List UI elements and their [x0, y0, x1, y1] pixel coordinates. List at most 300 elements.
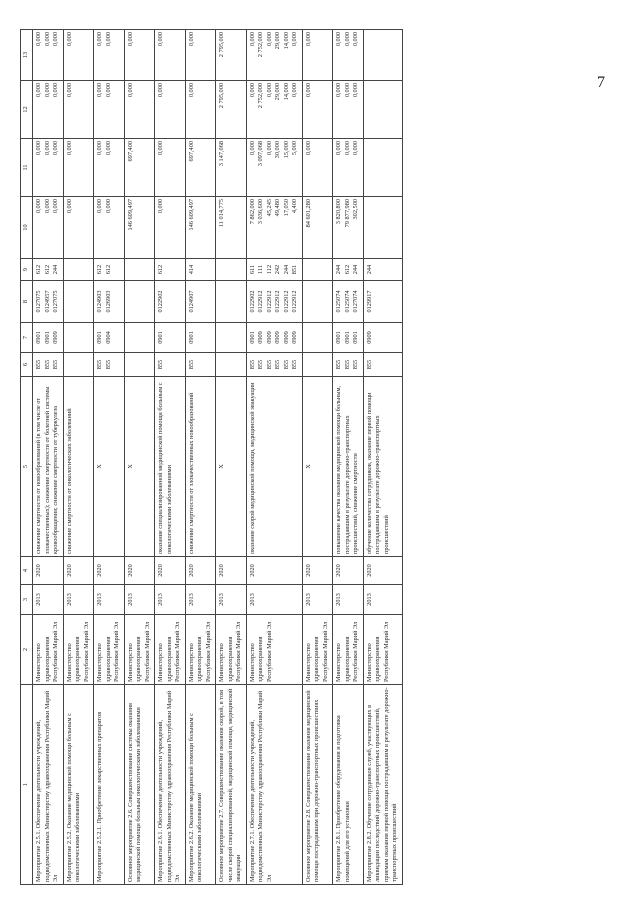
cell-value: 0,000 [335, 32, 342, 47]
cell-col-4: 2020 [363, 557, 402, 585]
cell-col-7 [363, 323, 402, 353]
cell-value: 0122912 [265, 290, 273, 313]
cell-value: 0122912 [274, 290, 281, 313]
cell-col-3: 2013 [246, 585, 302, 615]
cell-col-4: 2020 [63, 557, 94, 585]
cell-value: 855 [343, 359, 351, 370]
cell-col-4: 2020 [155, 557, 186, 585]
cell-value: 697,400 [126, 141, 134, 162]
cell-col-11 [185, 139, 216, 197]
cell-value: 0,000 [96, 83, 103, 98]
cell-col-13 [33, 30, 64, 81]
cell-value: 3 097,068 [257, 141, 264, 167]
cell-value: 79 877,980 [343, 199, 351, 228]
cell-value: 146 609,497 [187, 199, 195, 231]
cell-col-8 [33, 281, 64, 323]
cell-value: 851 [291, 264, 298, 275]
cell-col-7 [94, 323, 125, 353]
cell-col-5: X [124, 377, 155, 557]
cell-value: 0901 [35, 331, 42, 344]
cell-value: 855 [265, 359, 273, 370]
cell-col-6 [63, 353, 94, 377]
cell-col-6 [216, 353, 247, 377]
cell-value: 0,000 [35, 199, 42, 214]
column-header-1: 1 [21, 685, 33, 885]
cell-value: 0909 [265, 331, 273, 344]
cell-value: 0,000 [265, 141, 273, 156]
cell-value: 0,000 [352, 141, 359, 156]
cell-col-7 [155, 323, 186, 353]
cell-col-11 [124, 139, 155, 197]
cell-col-13 [155, 30, 186, 81]
cell-col-8 [363, 281, 402, 323]
table-row [33, 30, 64, 885]
cell-col-1: Основное мероприятие 2.7. Совершенствование оказания скорой, в том числе скорой специализированной, медицинской помощи, медицинской эвакуации [216, 685, 247, 885]
cell-value: 0901 [157, 331, 164, 344]
cell-col-10 [363, 197, 402, 259]
cell-col-10 [124, 197, 155, 259]
cell-value: 697,400 [187, 141, 195, 162]
cell-value: 14,000 [282, 83, 290, 101]
cell-value: 0124903 [96, 290, 103, 313]
column-header-10: 10 [21, 197, 33, 259]
cell-col-13 [94, 30, 125, 81]
cell-col-10 [216, 197, 247, 259]
column-header-5: 5 [21, 377, 33, 557]
cell-col-6 [124, 353, 155, 377]
cell-value: 146 609,497 [126, 199, 134, 231]
cell-col-8 [124, 281, 155, 323]
cell-value: 0122912 [282, 290, 290, 313]
cell-col-13 [124, 30, 155, 81]
cell-value: 0,000 [187, 83, 195, 98]
cell-value: 30,000 [274, 141, 281, 159]
cell-value: 855 [257, 359, 264, 370]
cell-value: 17,050 [282, 199, 290, 217]
cell-value: 612 [343, 264, 351, 275]
cell-value: 0,000 [52, 32, 59, 47]
cell-col-11 [302, 139, 333, 197]
cell-value: 855 [104, 359, 112, 370]
cell-value: 0,000 [343, 32, 351, 47]
cell-col-2: Министерство здравоохранения Республики Марий Эл [63, 615, 94, 685]
cell-value: 0,000 [352, 32, 359, 47]
cell-col-6 [363, 353, 402, 377]
cell-value: 244 [335, 264, 342, 275]
cell-value: 0,000 [43, 32, 51, 47]
cell-col-6 [185, 353, 216, 377]
cell-col-12 [63, 81, 94, 139]
cell-col-11 [94, 139, 125, 197]
cell-col-3: 2013 [94, 585, 125, 615]
cell-col-12 [302, 81, 333, 139]
cell-col-10 [94, 197, 125, 259]
cell-value: 855 [352, 359, 359, 370]
table-body [33, 30, 403, 885]
cell-col-4: 2020 [33, 557, 64, 585]
cell-col-2: Министерство здравоохранения Республики Марий Эл [124, 615, 155, 685]
cell-value: 0901 [248, 331, 256, 344]
cell-value: 29,000 [274, 83, 281, 101]
cell-col-5: X [302, 377, 333, 557]
cell-value: 2 795,000 [218, 83, 225, 109]
cell-value: 0,000 [65, 199, 73, 214]
cell-value: 7 862,000 [248, 199, 256, 225]
cell-col-8 [155, 281, 186, 323]
table-row [363, 30, 402, 885]
cell-col-9 [94, 259, 125, 281]
cell-value: 612 [96, 264, 103, 275]
cell-value: 5,000 [291, 141, 298, 156]
cell-value: 0,000 [65, 83, 73, 98]
cell-col-9 [33, 259, 64, 281]
cell-col-9 [246, 259, 302, 281]
column-number-row [21, 30, 33, 885]
cell-col-11 [246, 139, 302, 197]
cell-value: 0909 [291, 331, 298, 344]
cell-value: 0,000 [43, 199, 51, 214]
cell-value: 0129917 [365, 290, 373, 313]
cell-col-9 [124, 259, 155, 281]
cell-col-5: снижение смертности от новообразований (в том числе от злокачественных); снижение смертности от болезней системы кровообращения; снижение смертности от туберкулеза [33, 377, 64, 557]
cell-value: 0,000 [126, 32, 134, 47]
cell-value: 855 [157, 359, 164, 370]
cell-col-7 [302, 323, 333, 353]
cell-value: 855 [43, 359, 51, 370]
cell-value: 0,000 [157, 199, 164, 214]
cell-col-11 [333, 139, 364, 197]
cell-col-5: оказание специализированной медицинской помощи больным с онкологическими заболеваниями [155, 377, 186, 557]
cell-value: 612 [157, 264, 164, 275]
cell-col-3: 2013 [124, 585, 155, 615]
cell-col-4: 2020 [246, 557, 302, 585]
cell-value: 0901 [335, 331, 342, 344]
cell-value: 855 [248, 359, 256, 370]
cell-value: 0,000 [43, 83, 51, 98]
column-header-8: 8 [21, 281, 33, 323]
column-header-3: 3 [21, 585, 33, 615]
cell-value: 0,000 [52, 199, 59, 214]
cell-col-12 [33, 81, 64, 139]
cell-col-7 [216, 323, 247, 353]
cell-value: 0,000 [248, 141, 256, 156]
cell-value: 0,000 [248, 83, 256, 98]
cell-value: 29,000 [274, 32, 281, 50]
cell-col-13 [246, 30, 302, 81]
cell-col-9 [363, 259, 402, 281]
cell-col-13 [363, 30, 402, 81]
cell-col-2: Министерство здравоохранения Республики Марий Эл [363, 615, 402, 685]
cell-value: 0122912 [291, 290, 298, 313]
cell-col-9 [302, 259, 333, 281]
cell-value: 0122912 [257, 290, 264, 313]
cell-value: 0904 [104, 331, 112, 344]
cell-col-1: Мероприятие 2.6.2. Оказание медицинской помощи больным с онкологическими заболеваниями [185, 685, 216, 885]
cell-value: 0909 [282, 331, 290, 344]
cell-col-11 [363, 139, 402, 197]
cell-col-5: обучение количества сотрудников, оказание первой помощи пострадавшим в результате дорожно-транспортных происшествий [363, 377, 402, 557]
cell-col-8 [63, 281, 94, 323]
cell-value: 0,000 [52, 141, 59, 156]
cell-value: 0,000 [335, 141, 342, 156]
cell-value: 0,000 [304, 32, 312, 47]
cell-value: 0,000 [157, 83, 164, 98]
cell-col-11 [216, 139, 247, 197]
cell-value: 84 601,280 [304, 199, 312, 228]
cell-col-1: Мероприятие 2.8.2. Обучение сотрудников служб, участвующих в ликвидации последствий дорожно-транспортных происшествий, приемам оказания первой помощи пострадавшим в результате дорожно-транспортных происшествий [363, 685, 402, 885]
cell-value: 0124907 [187, 290, 195, 313]
cell-col-3: 2013 [33, 585, 64, 615]
cell-value: 2 752,000 [257, 83, 264, 109]
cell-col-1: Основное мероприятие 2.8. Совершенствование оказания медицинской помощи пострадавшим при дорожно-транспортных происшествиях [302, 685, 333, 885]
cell-value: 0122902 [248, 290, 256, 313]
cell-value: 855 [35, 359, 42, 370]
column-header-4: 4 [21, 557, 33, 585]
cell-value: 0,000 [126, 83, 134, 98]
cell-col-5: повышение качества оказания медицинской помощи больным, пострадавшим в результате дорожно-транспортных происшествий, снижение смертности [333, 377, 364, 557]
column-header-12: 12 [21, 81, 33, 139]
cell-col-4: 2020 [185, 557, 216, 585]
cell-value: 244 [282, 264, 290, 275]
cell-value: 0,000 [65, 141, 73, 156]
cell-col-1: Мероприятие 2.6.1. Обеспечение деятельности учреждений, подведомственных Министерству здравоохранения Республики Марий Эл [155, 685, 186, 885]
cell-col-3: 2013 [302, 585, 333, 615]
cell-value: 244 [365, 264, 373, 275]
cell-value: 855 [291, 359, 298, 370]
cell-value: 0,000 [248, 32, 256, 47]
cell-value: 0,000 [104, 199, 112, 214]
cell-col-3: 2013 [363, 585, 402, 615]
cell-col-7 [333, 323, 364, 353]
cell-col-13 [63, 30, 94, 81]
cell-value: 0,000 [157, 32, 164, 47]
cell-value: 0,000 [65, 32, 73, 47]
cell-value: 414 [187, 264, 195, 275]
cell-col-10 [63, 197, 94, 259]
cell-col-13 [185, 30, 216, 81]
cell-value: 0,000 [35, 83, 42, 98]
cell-col-10 [185, 197, 216, 259]
cell-col-2: Министерство здравоохранения Республики Марий Эл [216, 615, 247, 685]
cell-col-10 [302, 197, 333, 259]
program-table [20, 29, 403, 885]
cell-value: 0,000 [352, 83, 359, 98]
cell-value: 0909 [274, 331, 281, 344]
cell-col-7 [124, 323, 155, 353]
cell-col-1: Основное мероприятие 2.6. Совершенствование системы оказания медицинской помощи больным онкологическими заболеваниями [124, 685, 155, 885]
cell-value: 0125074 [343, 290, 351, 313]
cell-col-9 [185, 259, 216, 281]
table-row [333, 30, 364, 885]
cell-col-8 [246, 281, 302, 323]
page-number: 7 [597, 74, 605, 91]
cell-col-6 [33, 353, 64, 377]
column-header-11: 11 [21, 139, 33, 197]
cell-col-7 [63, 323, 94, 353]
cell-col-7 [33, 323, 64, 353]
cell-col-11 [63, 139, 94, 197]
cell-col-8 [333, 281, 364, 323]
cell-value: 242 [274, 264, 281, 275]
cell-value: 0,000 [35, 141, 42, 156]
cell-col-3: 2013 [185, 585, 216, 615]
cell-col-2: Министерство здравоохранения Республики Марий Эл [333, 615, 364, 685]
cell-col-1: Мероприятие 2.5.2. Оказание медицинской помощи больным с онкологическими заболеваниями [63, 685, 94, 885]
cell-col-5: снижение смертности от онкологических заболеваний [63, 377, 94, 557]
cell-col-4: 2020 [216, 557, 247, 585]
cell-value: 0,000 [304, 83, 312, 98]
cell-value: 855 [335, 359, 342, 370]
cell-value: 0,000 [335, 83, 342, 98]
cell-value: 14,000 [282, 32, 290, 50]
cell-col-3: 2013 [333, 585, 364, 615]
table-row [94, 30, 125, 885]
table-row [216, 30, 247, 885]
cell-col-13 [333, 30, 364, 81]
cell-col-2: Министерство здравоохранения Республики Марий Эл [155, 615, 186, 685]
cell-col-10 [33, 197, 64, 259]
cell-col-1: Мероприятие 2.7.1. Обеспечение деятельности учреждений, подведомственных Министерству здравоохранения Республики Марий Эл [246, 685, 302, 885]
cell-col-12 [124, 81, 155, 139]
column-header-7: 7 [21, 323, 33, 353]
cell-col-5: оказание скорой медицинской помощи, медицинской эвакуации [246, 377, 302, 557]
table-row [302, 30, 333, 885]
cell-value: 0,000 [304, 141, 312, 156]
cell-value: 2 795,000 [218, 32, 225, 58]
cell-col-12 [185, 81, 216, 139]
cell-value: 3 036,600 [257, 199, 264, 225]
cell-value: 0901 [352, 331, 359, 344]
cell-value: 0,000 [96, 199, 103, 214]
cell-col-6 [302, 353, 333, 377]
cell-col-2: Министерство здравоохранения Республики Марий Эл [94, 615, 125, 685]
cell-value: 0,000 [265, 83, 273, 98]
cell-value: 0,000 [343, 83, 351, 98]
cell-value: 0126903 [104, 290, 112, 313]
cell-col-2: Министерство здравоохранения Республики Марий Эл [33, 615, 64, 685]
cell-value: 612 [43, 264, 51, 275]
cell-col-9 [63, 259, 94, 281]
cell-col-4: 2020 [124, 557, 155, 585]
cell-value: 855 [187, 359, 195, 370]
cell-col-9 [216, 259, 247, 281]
cell-value: 0,000 [52, 83, 59, 98]
cell-value: 111 [257, 265, 264, 274]
cell-value: 0,000 [104, 83, 112, 98]
cell-col-5: X [216, 377, 247, 557]
cell-col-7 [246, 323, 302, 353]
cell-col-3: 2013 [155, 585, 186, 615]
cell-value: 0127075 [35, 290, 42, 313]
cell-value: 0,000 [104, 141, 112, 156]
cell-col-5: X [94, 377, 125, 557]
cell-col-2: Министерство здравоохранения Республики Марий Эл [246, 615, 302, 685]
cell-col-10 [333, 197, 364, 259]
cell-col-13 [302, 30, 333, 81]
cell-col-4: 2020 [333, 557, 364, 585]
table-row [155, 30, 186, 885]
cell-value: 0122902 [157, 290, 164, 313]
cell-value: 0901 [187, 331, 195, 344]
table-row [246, 30, 302, 885]
cell-col-6 [94, 353, 125, 377]
cell-value: 3 147,068 [218, 141, 225, 167]
cell-col-5: снижение смертности от злокачественных новообразований [185, 377, 216, 557]
cell-value: 15,000 [282, 141, 290, 159]
cell-col-8 [94, 281, 125, 323]
cell-col-3: 2013 [63, 585, 94, 615]
cell-value: 0,000 [157, 141, 164, 156]
cell-value: 855 [274, 359, 281, 370]
table-row [124, 30, 155, 885]
cell-value: 612 [35, 264, 42, 275]
cell-value: 0,000 [343, 141, 351, 156]
cell-col-2: Министерство здравоохранения Республики Марий Эл [185, 615, 216, 685]
column-header-6: 6 [21, 353, 33, 377]
cell-value: 244 [352, 264, 359, 275]
cell-col-13 [216, 30, 247, 81]
cell-value: 0901 [96, 331, 103, 344]
column-header-2: 2 [21, 615, 33, 685]
cell-value: 855 [52, 359, 59, 370]
cell-col-12 [363, 81, 402, 139]
cell-value: 0,000 [96, 32, 103, 47]
cell-value: 0901 [343, 331, 351, 344]
column-header-13: 13 [21, 30, 33, 81]
cell-value: 0,000 [43, 141, 51, 156]
cell-value: 112 [265, 264, 273, 275]
column-header-9: 9 [21, 259, 33, 281]
cell-col-4: 2020 [302, 557, 333, 585]
cell-col-6 [333, 353, 364, 377]
cell-col-12 [155, 81, 186, 139]
cell-value: 0909 [52, 331, 59, 344]
cell-col-12 [246, 81, 302, 139]
cell-col-6 [155, 353, 186, 377]
cell-col-12 [333, 81, 364, 139]
cell-value: 0909 [365, 331, 373, 344]
cell-value: 45,245 [265, 199, 273, 217]
cell-value: 302,500 [352, 199, 359, 220]
cell-col-2: Министерство здравоохранения Республики Марий Эл [302, 615, 333, 685]
cell-col-1: Мероприятие 2.5.1. Обеспечение деятельности учреждений, подведомственных Министерству здравоохранения Республики Марий Эл [33, 685, 64, 885]
cell-col-8 [216, 281, 247, 323]
cell-value: 49,480 [274, 199, 281, 217]
cell-col-3: 2013 [216, 585, 247, 615]
cell-col-8 [302, 281, 333, 323]
cell-value: 855 [365, 359, 373, 370]
table-row [185, 30, 216, 885]
cell-value: 855 [282, 359, 290, 370]
cell-col-8 [185, 281, 216, 323]
cell-value: 0901 [43, 331, 51, 344]
cell-col-6 [246, 353, 302, 377]
cell-value: 0,000 [96, 141, 103, 156]
cell-col-1: Мероприятие 2.8.1. Приобретение оборудования и подготовка помещений для его установки [333, 685, 364, 885]
cell-value: 0,000 [187, 32, 195, 47]
cell-value: 0127075 [52, 290, 59, 313]
cell-col-9 [333, 259, 364, 281]
cell-col-11 [155, 139, 186, 197]
cell-value: 0124957 [43, 290, 51, 313]
cell-col-10 [246, 197, 302, 259]
cell-value: 611 [248, 264, 256, 275]
cell-value: 2 752,000 [257, 32, 264, 58]
cell-col-4: 2020 [94, 557, 125, 585]
cell-value: 0,000 [35, 32, 42, 47]
cell-value: 0125074 [335, 290, 342, 313]
cell-value: 0,000 [291, 83, 298, 98]
